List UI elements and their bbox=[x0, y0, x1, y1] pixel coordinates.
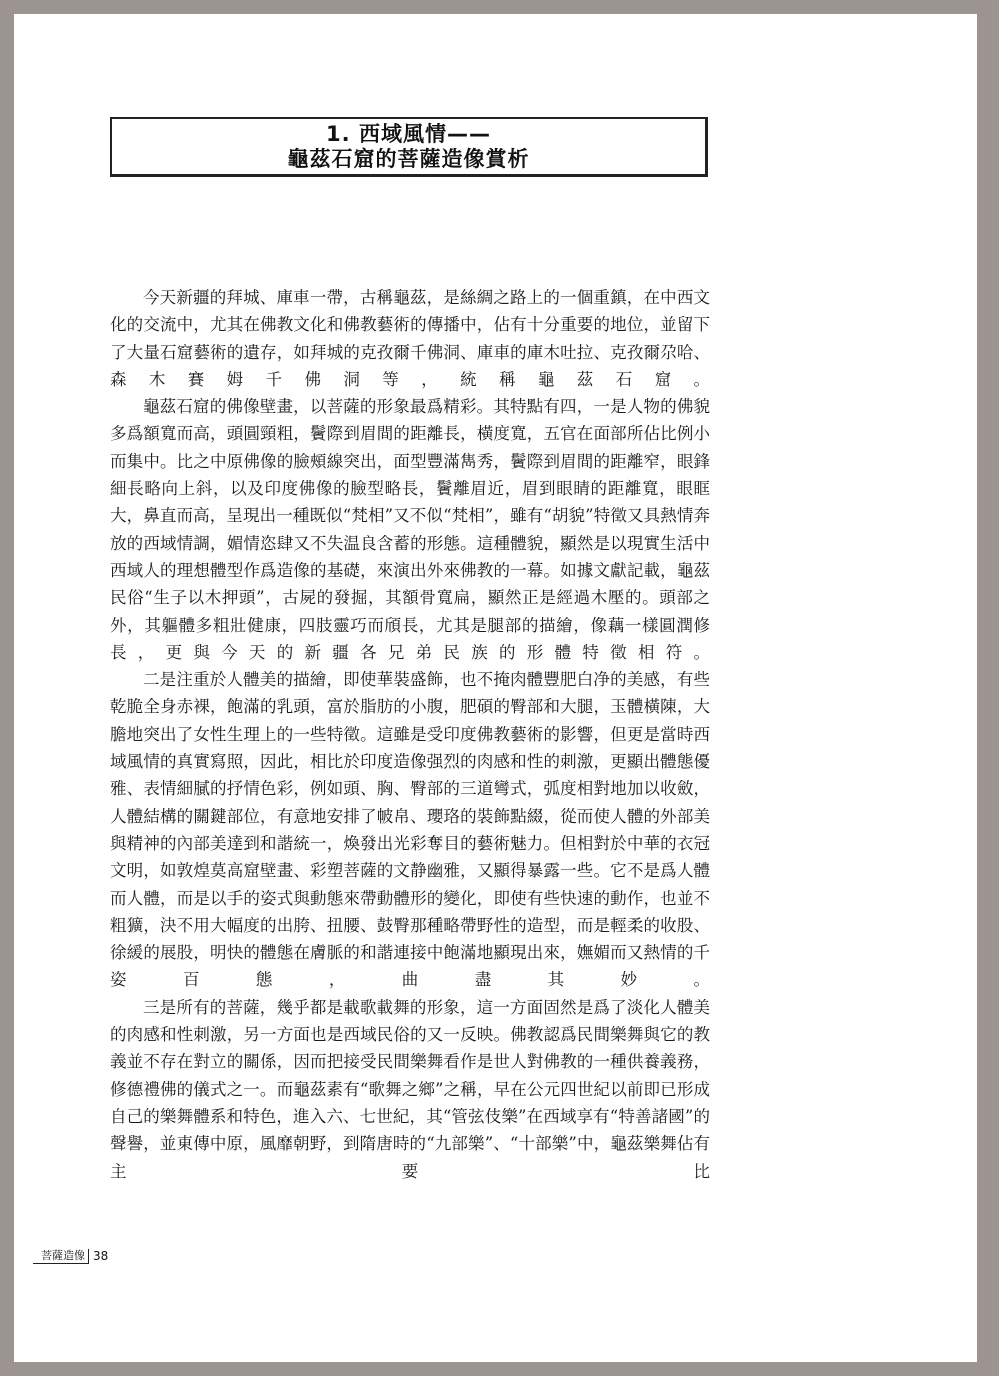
paragraph-3: 二是注重於人體美的描繪，即使華裝盛飾，也不掩肉體豐肥白净的美感，有些乾脆全身赤裸，飽滿的乳頭，富於脂肪的小腹，肥碩的臀部和大腿，玉體橫陳，大膽地突出了女性生理上的一些特徵。這雖是受印度佛教藝術的影響，但更是當時西域風情的真實寫照，因此，相比於印度造像强烈的肉感和性的刺激，更顯出體態優雅、表情細膩的抒情色彩，例如頭、胸、臀部的三道彎式，弧度相對地加以收斂，人體結構的關鍵部位，有意地安排了帔帛、瓔珞的裝飾點綴，從而使人體的外部美與精神的內部美達到和諧統一，煥發出光彩奪目的藝術魅力。但相對於中華的衣冠文明，如敦煌莫高窟壁畫、彩塑菩薩的文静幽雅，又顯得暴露一些。它不是爲人體而人體，而是以手的姿式與動態來帶動體形的變化，即使有些快速的動作，也並不粗獷，決不用大幅度的出胯、扭腰、鼓臀那種略帶野性的造型，而是輕柔的收股、徐緩的展股，明快的體態在膚脈的和諧連接中飽滿地顯現出來，嫵媚而又熱情的千姿百態，曲盡其妙。 bbox=[110, 670, 710, 990]
chapter-heading-line1: 1. 西域風情—— bbox=[326, 122, 491, 146]
paragraph-4: 三是所有的菩薩，幾乎都是載歌載舞的形象，這一方面固然是爲了淡化人體美的肉感和性刺激，另一方面也是西域民俗的又一反映。佛教認爲民間樂舞與它的教義並不存在對立的關係，因而把接受民間樂舞看作是世人對佛教的一種供養義務，修德禮佛的儀式之一。而龜茲素有“歌舞之鄉”之稱，早在公元四世紀以前即已形成自己的樂舞體系和特色，進入六、七世紀，其“管弦伎樂”在西域享有“特善諸國”的聲譽，並東傳中原，風靡朝野，到隋唐時的“九部樂”、“十部樂”中，龜茲樂舞佔有主要比 bbox=[110, 997, 710, 1181]
chapter-heading-line2: 龜茲石窟的菩薩造像賞析 bbox=[287, 147, 530, 171]
paragraph-1: 今天新疆的拜城、庫車一帶，古稱龜茲，是絲綢之路上的一個重鎮，在中西文化的交流中，尤其在佛教文化和佛教藝術的傳播中，佔有十分重要的地位，並留下了大量石窟藝術的遺存，如拜城的克孜爾千佛洞、庫車的庫木吐拉、克孜爾尕哈、森木賽姆千佛洞等，統稱龜茲石窟。 bbox=[110, 288, 710, 389]
page-number: 38 bbox=[93, 1249, 109, 1263]
paragraph-2: 龜茲石窟的佛像壁畫，以菩薩的形象最爲精彩。其特點有四，一是人物的佛貌多爲額寬而高，頭圓頸粗，鬢際到眉間的距離長，橫度寬，五官在面部所佔比例小而集中。比之中原佛像的臉頰線突出，面型豐滿雋秀，鬢際到眉間的距離窄，眼鋒細長略向上斜，以及印度佛像的臉型略長，鬢離眉近，眉到眼睛的距離寬，眼眶大，鼻直而高，呈現出一種既似“梵相”又不似“梵相”，雖有“胡貌”特徵又具熱情奔放的西域情調，媚情恣肆又不失温良含蓄的形態。這種體貌，顯然是以現實生活中西域人的理想體型作爲造像的基礎，來演出外來佛教的一幕。如據文獻記載，龜茲民俗“生子以木押頭”，古屍的發掘，其額骨寬扁，顯然正是經過木壓的。頭部之外，其軀體多粗壯健康，四肢靈巧而頎長，尤其是腿部的描繪，像藕一樣圓潤修長，更與今天的新疆各兄弟民族的形體特徵相符。 bbox=[110, 397, 710, 662]
chapter-heading-box bbox=[110, 117, 708, 177]
body-text bbox=[110, 284, 710, 1185]
page-footer bbox=[33, 1247, 108, 1265]
footer-book-title: 菩薩造像 bbox=[33, 1249, 89, 1264]
